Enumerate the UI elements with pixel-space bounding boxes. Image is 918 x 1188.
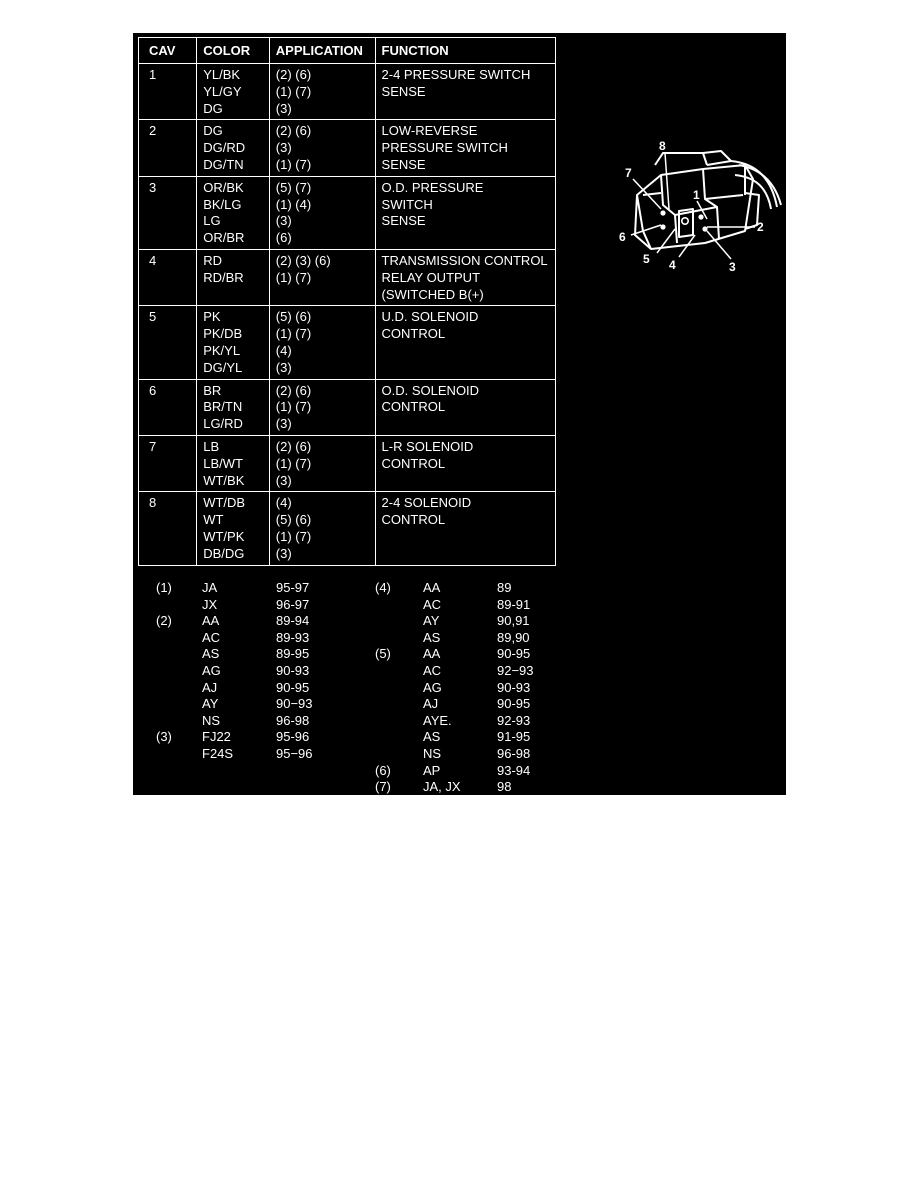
cell-function-line: CONTROL: [381, 399, 446, 415]
table-row: [139, 120, 556, 176]
cell-colors-line: WT/DB: [203, 495, 246, 511]
cell-colors: [197, 492, 270, 565]
table-row: [139, 492, 556, 565]
cell-colors: [197, 64, 270, 120]
cell-applications-line: (5) (6): [275, 309, 312, 325]
legend-entry: 93-94: [497, 762, 531, 778]
legend-entry: [375, 680, 391, 697]
legend-entry: AS: [423, 629, 441, 645]
cell-colors-line: DG/RD: [203, 140, 246, 156]
cell-applications: [269, 120, 375, 176]
legend-entry: 90−93: [276, 696, 313, 712]
cell-cav: 7: [139, 435, 197, 491]
cell-colors-line: WT/PK: [203, 528, 245, 544]
cell-colors-line: RD/BR: [203, 269, 244, 285]
cell-applications-line: (1) (7): [275, 326, 312, 342]
cell-applications-line: (2) (6): [275, 67, 312, 82]
cell-applications: [269, 379, 375, 435]
legend-entry: [375, 630, 391, 647]
legend-entry: AYE.: [423, 712, 452, 728]
legend-entry: AY: [202, 696, 219, 712]
application-legend: [133, 580, 786, 795]
legend-entry: (4): [375, 580, 391, 595]
cell-function-line: (SWITCHED B(+): [381, 286, 484, 302]
cell-colors-line: OR/BR: [203, 230, 245, 246]
legend-entry: 92-93: [497, 712, 531, 728]
legend-entry: 95−96: [276, 745, 313, 761]
cell-colors: [197, 379, 270, 435]
pin-label-8: 8: [659, 139, 666, 153]
legend-entry: 96-98: [497, 745, 531, 761]
cell-cav: 5: [139, 306, 197, 379]
pin-labels: [619, 139, 764, 274]
cell-function-line: CONTROL: [381, 512, 446, 528]
table-row: [139, 306, 556, 379]
cell-function: [375, 379, 555, 435]
legend-entry: (1): [156, 580, 172, 595]
cell-colors: [197, 176, 270, 249]
legend-entry: AP: [423, 762, 441, 778]
cell-applications-line: (1) (7): [275, 399, 312, 415]
cell-applications: [269, 306, 375, 379]
legend-entry: [156, 646, 172, 663]
cell-applications-line: (1) (7): [275, 269, 312, 285]
cell-function: [375, 120, 555, 176]
connector-pinout-table: [138, 37, 556, 566]
cell-function-line: SENSE: [381, 83, 426, 99]
legend-entry: 90-93: [276, 662, 310, 678]
legend-entry: AG: [202, 662, 221, 678]
cell-colors-line: YL/BK: [203, 67, 241, 82]
cell-function-line: RELAY OUTPUT: [381, 269, 481, 285]
legend-entry: 89-94: [276, 613, 310, 629]
legend-entry: (7): [375, 779, 391, 795]
legend-entry: 91-95: [497, 729, 531, 745]
legend-entry: [156, 630, 172, 647]
pin-label-7: 7: [625, 166, 632, 180]
legend-entry: AA: [423, 580, 441, 595]
table-row: [139, 64, 556, 120]
table-row: [139, 379, 556, 435]
legend-entry: 96-98: [276, 712, 310, 728]
cell-applications: [269, 435, 375, 491]
cell-colors: [197, 249, 270, 305]
cell-colors-line: PK: [203, 309, 221, 325]
legend-entry: 89-93: [276, 629, 310, 645]
cell-colors-line: BR: [203, 382, 222, 398]
cell-applications-line: (5) (7): [275, 179, 312, 195]
cell-function-line: SENSE: [381, 156, 426, 172]
cell-function-line: 2-4 SOLENOID: [381, 495, 472, 511]
cell-applications-line: (3): [275, 140, 292, 156]
cell-applications-line: (5) (6): [275, 512, 312, 528]
legend-entry: AJ: [423, 696, 439, 712]
legend-entry: AY: [423, 613, 440, 629]
legend-entry: 90-95: [276, 679, 310, 695]
pin-label-4: 4: [669, 258, 676, 272]
cell-function: [375, 64, 555, 120]
legend-entry: 90-95: [497, 646, 531, 662]
table-row: [139, 249, 556, 305]
legend-entry: AA: [202, 613, 220, 629]
cell-colors-line: DB/DG: [203, 545, 245, 561]
cell-applications-line: (1) (4): [275, 196, 312, 212]
cell-colors: [197, 306, 270, 379]
legend-right-years: [497, 580, 534, 796]
cell-function: [375, 492, 555, 565]
cell-colors-line: OR/BK: [203, 179, 244, 195]
cell-cav: 3: [139, 176, 197, 249]
pin-label-5: 5: [643, 252, 650, 266]
cell-function-line: CONTROL: [381, 326, 446, 342]
cell-applications-line: (1) (7): [275, 455, 312, 471]
legend-entry: 96-97: [276, 596, 310, 612]
cell-colors-line: DG/TN: [203, 156, 244, 172]
legend-entry: AS: [202, 646, 220, 662]
cell-cav: 1: [139, 64, 197, 120]
legend-entry: 98: [497, 779, 512, 795]
cell-applications-line: (3): [275, 472, 292, 488]
cell-applications-line: (2) (6): [275, 382, 312, 398]
table-row: [139, 435, 556, 491]
legend-entry: [156, 680, 172, 697]
legend-entry: [375, 613, 391, 630]
cell-function: [375, 176, 555, 249]
legend-entry: AC: [202, 629, 221, 645]
cell-applications-line: (4): [275, 495, 292, 511]
cell-function-line: PRESSURE SWITCH: [381, 140, 508, 156]
legend-entry: 89-95: [276, 646, 310, 662]
cell-colors: [197, 120, 270, 176]
table-row: [139, 176, 556, 249]
legend-entry: [375, 729, 391, 746]
cell-function-line: 2-4 PRESSURE SWITCH: [381, 67, 531, 82]
legend-entry: 90-93: [497, 679, 531, 695]
cell-applications-line: (2) (6): [275, 438, 312, 454]
legend-entry: AJ: [202, 679, 218, 695]
legend-entry: NS: [202, 712, 221, 728]
header-cav: CAV: [139, 38, 197, 64]
cell-applications-line: (1) (7): [275, 528, 312, 544]
legend-entry: JX: [202, 596, 218, 612]
pin-label-6: 6: [619, 230, 626, 244]
cell-cav: 8: [139, 492, 197, 565]
cell-colors: [197, 435, 270, 491]
cell-applications: [269, 176, 375, 249]
cell-applications-line: (3): [275, 545, 292, 561]
legend-right-refs: [375, 580, 391, 796]
legend-entry: [156, 696, 172, 713]
cell-colors-line: LB: [203, 438, 220, 454]
legend-entry: (6): [375, 762, 391, 778]
legend-entry: NS: [423, 745, 442, 761]
cell-cav: 2: [139, 120, 197, 176]
legend-entry: JA, JX: [423, 779, 461, 795]
legend-entry: [375, 746, 391, 763]
cell-applications: [269, 492, 375, 565]
legend-entry: [156, 746, 172, 763]
legend-entry: [375, 663, 391, 680]
cell-applications-line: (1) (7): [275, 156, 312, 172]
cell-function-line: SENSE: [381, 213, 426, 229]
cell-function-line: O.D. PRESSURE: [381, 179, 484, 195]
cell-cav: 4: [139, 249, 197, 305]
cell-function-line: U.D. SOLENOID: [381, 309, 479, 325]
legend-entry: AC: [423, 662, 442, 678]
cell-function-line: O.D. SOLENOID: [381, 382, 480, 398]
table-header-row: [139, 38, 556, 64]
cell-function: [375, 306, 555, 379]
pin-label-1: 1: [693, 188, 700, 202]
cell-colors-line: WT/BK: [203, 472, 245, 488]
legend-entry: [375, 597, 391, 614]
cell-function-line: LOW-REVERSE: [381, 123, 478, 139]
cell-colors-line: LG: [203, 213, 221, 229]
cell-applications: [269, 64, 375, 120]
legend-left-years: [276, 580, 313, 763]
legend-entry: [156, 597, 172, 614]
legend-entry: 90,91: [497, 613, 530, 629]
cell-function: [375, 249, 555, 305]
pin-label-3: 3: [729, 260, 736, 274]
document-panel: [133, 33, 786, 795]
cell-function-line: TRANSMISSION CONTROL: [381, 252, 548, 268]
legend-left-refs: [156, 580, 172, 763]
connector-body-icon: [635, 151, 781, 249]
legend-left-codes: [202, 580, 233, 763]
legend-entry: 89-91: [497, 596, 531, 612]
legend-entry: AS: [423, 729, 441, 745]
pin-label-2: 2: [757, 220, 764, 234]
cell-function-line: L-R SOLENOID: [381, 438, 474, 454]
cell-colors-line: YL/GY: [203, 83, 242, 99]
header-color: COLOR: [197, 38, 270, 64]
cell-applications-line: (6): [275, 230, 292, 246]
cell-applications-line: (2) (3) (6): [275, 252, 331, 268]
legend-entry: AA: [423, 646, 441, 662]
legend-entry: F24S: [202, 745, 234, 761]
cell-applications-line: (3): [275, 100, 292, 116]
legend-entry: 89,90: [497, 629, 530, 645]
legend-entry: (5): [375, 646, 391, 662]
header-function: FUNCTION: [375, 38, 555, 64]
cell-colors-line: DG/YL: [203, 359, 243, 375]
cell-cav: 6: [139, 379, 197, 435]
cell-applications-line: (3): [275, 416, 292, 432]
cell-applications: [269, 249, 375, 305]
cell-function: [375, 435, 555, 491]
cell-applications-line: (1) (7): [275, 83, 312, 99]
legend-entry: JA: [202, 580, 218, 595]
cell-colors-line: LB/WT: [203, 455, 243, 471]
table-body: [139, 64, 556, 566]
cell-colors-line: WT: [203, 512, 224, 528]
legend-entry: 89: [497, 580, 512, 595]
legend-entry: [375, 696, 391, 713]
cell-function-line: SWITCH: [381, 196, 433, 212]
legend-entry: [156, 713, 172, 730]
legend-entry: [156, 663, 172, 680]
header-application: APPLICATION: [269, 38, 375, 64]
legend-entry: AG: [423, 679, 442, 695]
legend-entry: (2): [156, 613, 172, 629]
cell-applications-line: (2) (6): [275, 123, 312, 139]
cell-colors-line: BK/LG: [203, 196, 242, 212]
legend-entry: AC: [423, 596, 442, 612]
cell-colors-line: DG: [203, 123, 223, 139]
legend-entry: 95-96: [276, 729, 310, 745]
legend-entry: [375, 713, 391, 730]
cell-colors-line: PK/DB: [203, 326, 243, 342]
cell-applications-line: (4): [275, 342, 292, 358]
legend-entry: 92−93: [497, 662, 534, 678]
legend-entry: 95-97: [276, 580, 310, 595]
cell-applications-line: (3): [275, 359, 292, 375]
cell-function-line: CONTROL: [381, 455, 446, 471]
legend-entry: (3): [156, 729, 172, 745]
cell-colors-line: PK/YL: [203, 342, 241, 358]
cell-applications-line: (3): [275, 213, 292, 229]
connector-illustration: [585, 135, 791, 285]
cell-colors-line: RD: [203, 252, 222, 268]
cell-colors-line: LG/RD: [203, 416, 243, 432]
legend-right-codes: [423, 580, 461, 796]
cell-colors-line: BR/TN: [203, 399, 243, 415]
legend-entry: 90-95: [497, 696, 531, 712]
cell-colors-line: DG: [203, 100, 223, 116]
pin-leader-lines: [631, 153, 755, 259]
legend-entry: FJ22: [202, 729, 231, 745]
